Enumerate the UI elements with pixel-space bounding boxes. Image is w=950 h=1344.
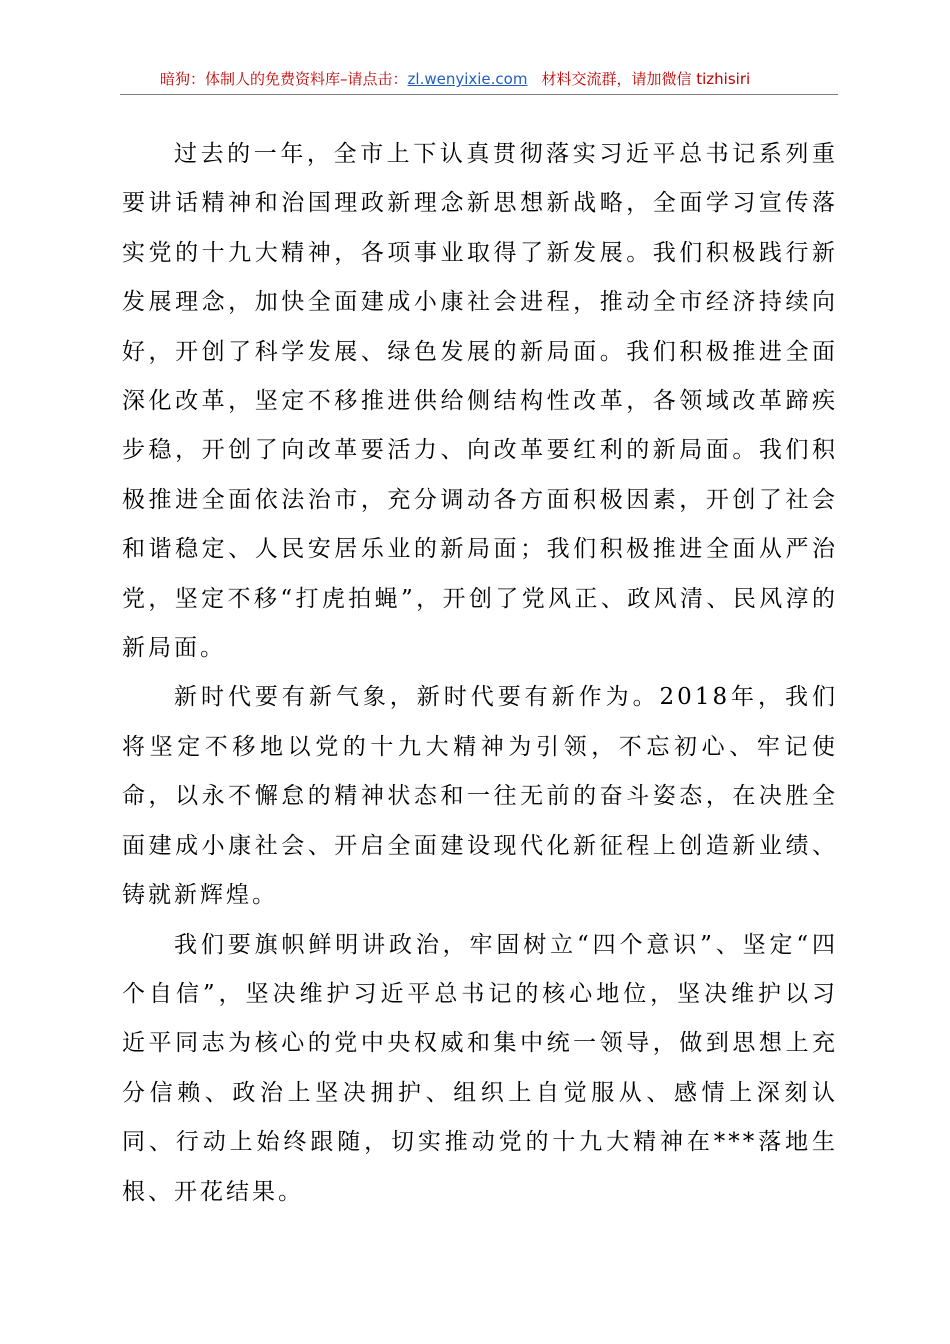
header-click-text: –请点击： bbox=[340, 70, 408, 88]
body-paragraph-2: 新时代要有新气象，新时代要有新作为。2018年，我们将坚定不移地以党的十九大精神为引领，不忘初心、牢记使命，以永不懈怠的精神状态和一往无前的奋斗姿态，在决胜全面建成小康社会、开启全面建设现代化新征程上创造新业绩、铸就新辉煌。 bbox=[122, 684, 838, 909]
page-header bbox=[160, 68, 840, 90]
header-wechat-note: 材料交流群，请加微信 tizhisiri bbox=[541, 70, 751, 88]
body-paragraph-1: 过去的一年，全市上下认真贯彻落实习近平总书记系列重要讲话精神和治国理政新理念新思想新战略，全面学习宣传落实党的十九大精神，各项事业取得了新发展。我们积极践行新发展理念，加快全面建成小康社会进程，推动全市经济持续向好，开创了科学发展、绿色发展的新局面。我们积极推进全面深化改革，坚定不移推进供给侧结构性改革，各领域改革蹄疾步稳，开创了向改革要活力、向改革要红利的新局面。我们积极推进全面依法治市，充分调动各方面积极因素，开创了社会和谐稳定、人民安居乐业的新局面；我们积极推进全面从严治党，坚定不移“打虎拍蝇”，开创了党风正、政风清、民风淳的新局面。 bbox=[122, 141, 838, 662]
header-source-text: 暗狗：体制人的免费资料库 bbox=[160, 70, 341, 88]
body-paragraph-3: 我们要旗帜鲜明讲政治，牢固树立“四个意识”、坚定“四个自信”，坚决维护习近平总书记的核心地位，坚决维护以习近平同志为核心的党中央权威和集中统一领导，做到思想上充分信赖、政治上坚决拥护、组织上自觉服从、感情上深刻认同、行动上始终跟随，切实推动党的十九大精神在***落地生根、开花结果。 bbox=[122, 931, 838, 1205]
header-divider bbox=[120, 94, 838, 95]
document-body bbox=[122, 130, 838, 1217]
header-url-link[interactable]: zl.wenyixie.com bbox=[407, 70, 528, 88]
